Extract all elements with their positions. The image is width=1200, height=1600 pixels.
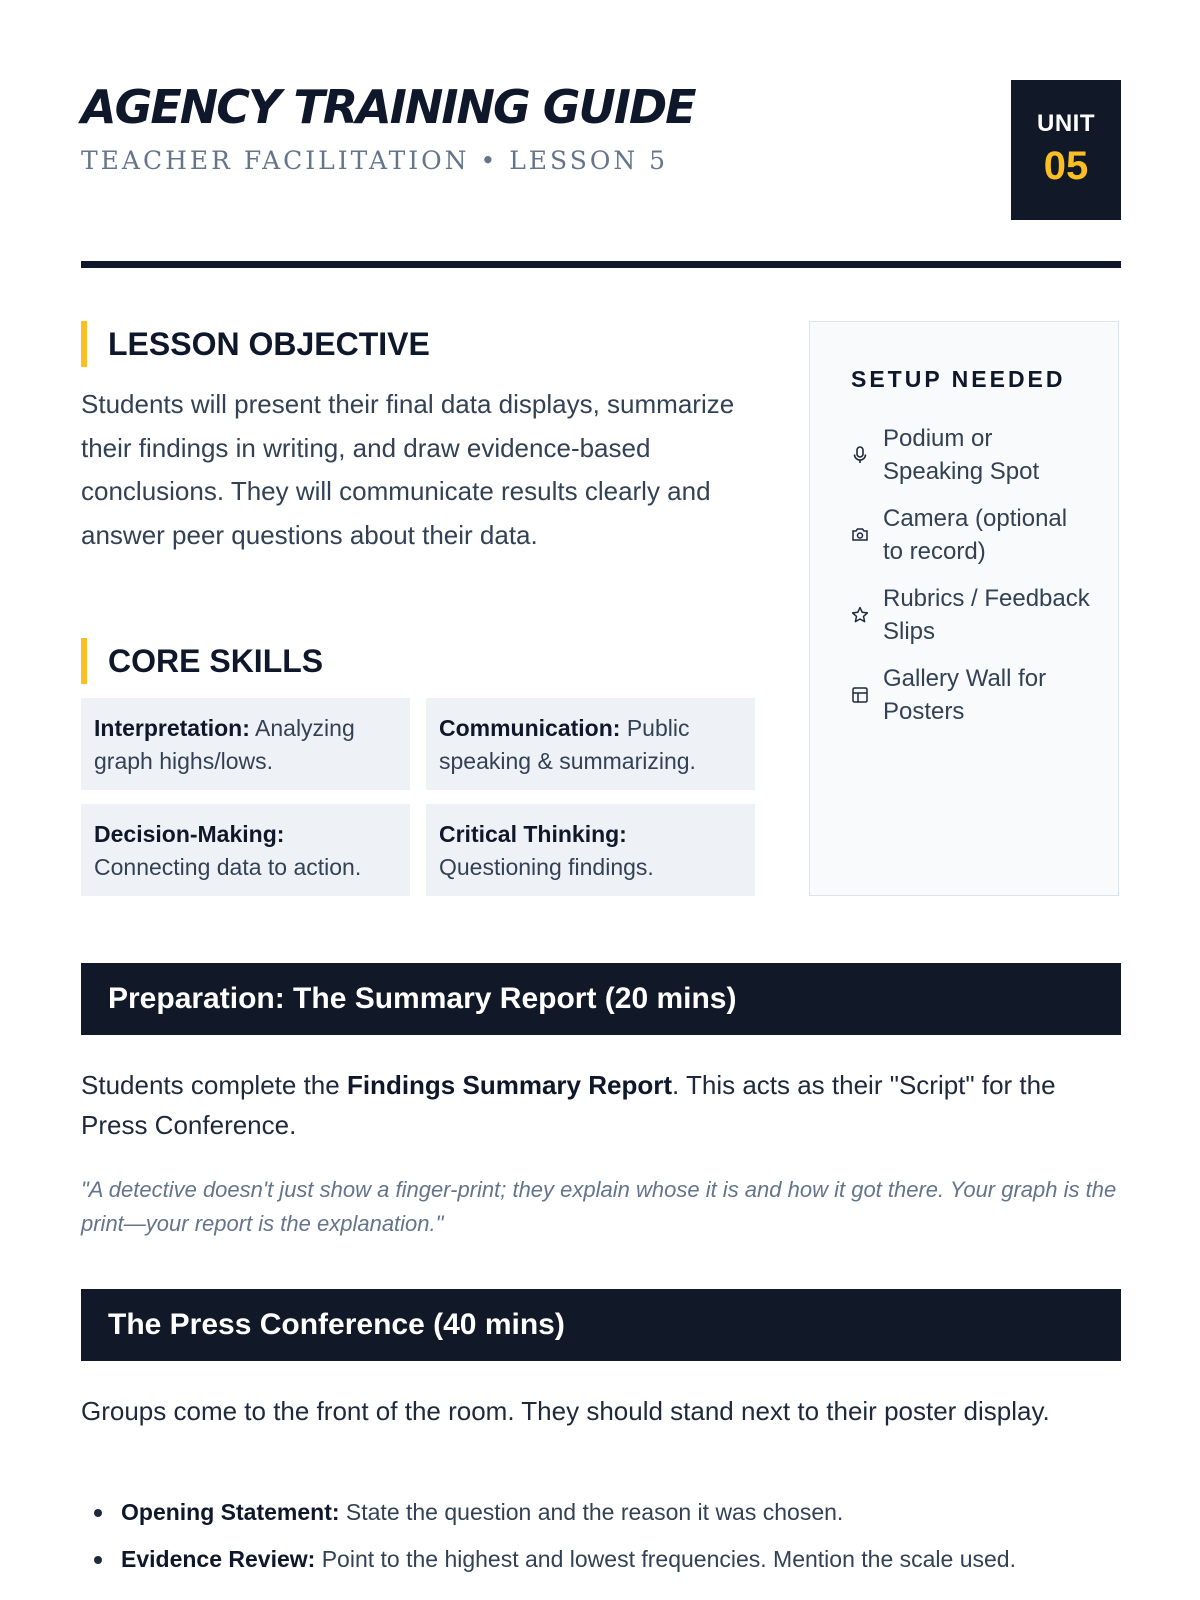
unit-label: UNIT (1037, 110, 1095, 137)
skill-text: Analyzing graph highs/lows. (94, 715, 355, 774)
list-item (81, 1495, 1141, 1542)
preparation-text (81, 1065, 1126, 1145)
preparation-text-end: . This acts as their "Script" for the Press Conference. (81, 1070, 1056, 1140)
skills-heading: CORE SKILLS (81, 638, 323, 684)
camera-icon (851, 526, 869, 544)
star-icon (851, 606, 869, 624)
setup-panel (809, 321, 1119, 896)
press-steps (81, 1495, 1141, 1589)
objective-text: Students will present their final data displays, summarize their findings in writing, and draw evidence-based conclusions. They will communicate results clearly and answer peer questions about their data. (81, 389, 735, 550)
skill-card (426, 698, 755, 790)
step-label: Evidence Review: (121, 1546, 316, 1572)
setup-item-text: Camera (optional to record) (883, 505, 1068, 565)
unit-badge (1011, 80, 1121, 220)
skill-card (81, 804, 410, 896)
skill-card (426, 804, 755, 896)
setup-item (851, 422, 1091, 488)
press-text: Groups come to the front of the room. They should stand next to their poster display. (81, 1396, 1050, 1426)
preparation-heading: Preparation: The Summary Report (20 mins) (81, 963, 1121, 1035)
step-text: State the question and the reason it was chosen. (345, 1499, 844, 1525)
header-divider (81, 261, 1121, 268)
press-heading: The Press Conference (40 mins) (81, 1289, 1121, 1361)
page-title: AGENCY TRAINING GUIDE (81, 80, 695, 134)
skill-label: Interpretation: (94, 715, 250, 741)
objective-heading: LESSON OBJECTIVE (81, 321, 430, 367)
setup-item (851, 662, 1091, 728)
skill-label: Communication: (439, 715, 621, 741)
page-header (81, 80, 1121, 270)
step-label: Opening Statement: (121, 1499, 340, 1525)
skill-text: Public speaking & summarizing. (439, 715, 696, 774)
detective-quote: "A detective doesn't just show a finger-print; they explain whose it is and how it got there. Your graph is the print—your report is the explanation." (81, 1177, 1117, 1236)
step-text: Point to the highest and lowest frequencies. Mention the scale used. (321, 1546, 1016, 1572)
skill-card (81, 698, 410, 790)
skill-label: Decision-Making: (94, 821, 285, 847)
setup-heading: SETUP NEEDED (851, 366, 1066, 392)
unit-number: 05 (1043, 144, 1089, 188)
setup-item-text: Gallery Wall for Posters (883, 665, 1047, 725)
page-subtitle: TEACHER FACILITATION • LESSON 5 (81, 146, 669, 175)
layout-icon (851, 686, 869, 704)
setup-item (851, 582, 1091, 648)
setup-item-text: Podium or Speaking Spot (883, 425, 1040, 485)
report-name: Findings Summary Report (346, 1070, 672, 1100)
skill-text: Questioning findings. (439, 854, 654, 880)
skill-text: Connecting data to action. (94, 854, 362, 880)
setup-item (851, 502, 1091, 568)
setup-item-text: Rubrics / Feedback Slips (883, 585, 1090, 645)
microphone-icon (851, 446, 869, 464)
skill-label: Critical Thinking: (439, 821, 627, 847)
preparation-text-start: Students complete the (81, 1070, 347, 1100)
list-item (81, 1542, 1141, 1589)
